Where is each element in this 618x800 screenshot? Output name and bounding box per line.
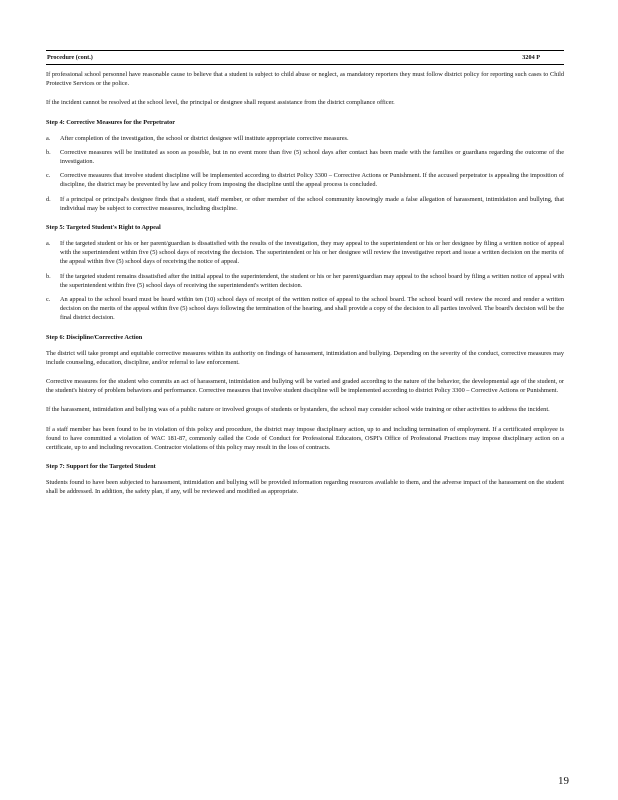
intro-paragraph-1: If professional school personnel have reasonable cause to believe that a student is subject to child abuse or neglect, as mandatory reporters they must follow district policy for reporting such cases to Child Protective Services or the police. <box>46 71 564 88</box>
step-5-heading: Step 5: Targeted Student's Right to Appeal <box>46 224 161 232</box>
item-text: After completion of the investigation, the school or district designee will institute appropriate corrective measures. <box>60 134 349 142</box>
item-label: c. <box>46 172 51 180</box>
step-7-section <box>46 462 564 496</box>
step-7-paragraph-1: Students found to have been subjected to harassment, intimidation and bullying will be provided information regarding resources available to them, and the adverse impact of the harassment on the student shall be addressed. In addition, the safety plan, if any, will be reviewed and modified as appropriate. <box>46 479 564 496</box>
step-6-paragraph-4: If a staff member has been found to be in violation of this policy and procedure, the district may impose disciplinary action, up to and including termination of employment. If a certificated employee is found to have committed a violation of WAC 181-87, commonly called the Code of Conduct for Professional Educators, OSPI's Office of Professional Practices may impose disciplinary action on a certificate, up to and including revocation. Contractor violations of this policy may result in the loss of contracts. <box>46 425 564 452</box>
item-label: a. <box>46 134 51 142</box>
page-number: 19 <box>558 775 569 787</box>
list-item <box>46 272 564 290</box>
step-6-section <box>46 333 564 453</box>
header-procedure-label: Procedure (cont.) <box>47 54 93 61</box>
item-label: b. <box>46 148 51 156</box>
step-6-paragraph-1: The district will take prompt and equitable corrective measures within its authority on findings of harassment, intimidation and bullying. Depending on the severity of the conduct, corrective measures may include counseling, education, discipline, and/or referral to law enforcement. <box>46 349 564 366</box>
item-text: Corrective measures that involve student discipline will be implemented according to district Policy 3300 – Corrective Actions or Punishment. If the accused perpetrator is appealing the imposition of discipline, the district may be prevented by law and policy from imposing the discipline until the appeal process is concluded. <box>60 172 564 189</box>
item-text: Corrective measures will be instituted as soon as possible, but in no event more than five (5) school days after contact has been made with the families or guardians regarding the outcome of the investigation. <box>60 148 564 166</box>
item-text: If a principal or principal's designee finds that a student, staff member, or other member of the school community knowingly made a false allegation of harassment, intimidation and bullying, that individual may be subject to corrective measures, including discipline. <box>60 195 564 212</box>
list-item <box>46 134 564 143</box>
step-6-paragraph-2: Corrective measures for the student who commits an act of harassment, intimidation and bullying will be varied and graded according to the nature of the behavior, the developmental age of the student, or the student's history of problem behaviors and performance. Corrective measures that involve student discipline will be implemented according to district Policy 3300 – Corrective Actions or Punishment. <box>46 378 564 395</box>
intro-paragraph-2: If the incident cannot be resolved at the school level, the principal or designee shall request assistance from the district compliance officer. <box>46 99 395 107</box>
list-item <box>46 171 564 189</box>
item-label: d. <box>46 195 51 203</box>
step-6-paragraph-3: If the harassment, intimidation and bullying was of a public nature or involved groups of students or bystanders, the school may consider school wide training or other activities to address the incident. <box>46 406 550 414</box>
list-item <box>46 195 564 213</box>
list-item <box>46 295 564 323</box>
step-6-heading: Step 6: Discipline/Corrective Action <box>46 333 143 341</box>
step-7-heading: Step 7: Support for the Targeted Student <box>46 463 156 471</box>
document-page <box>46 50 564 507</box>
list-item <box>46 239 564 267</box>
item-text: If the targeted student or his or her parent/guardian is dissatisfied with the results of the investigation, they may appeal to the superintendent or his or her designee by filing a written notice of appeal with the superintendent within five (5) school days of receiving the decision. The superintendent or his or her designee will review the investigative report and issue a written decision on the merits of the appeal within five (5) school days of receiving the notice of appeal. <box>60 240 564 266</box>
item-text: If the targeted student remains dissatisfied after the initial appeal to the superintendent, the student or his or her parent/guardian may appeal to the school board by filing a written notice of appeal with the superintendent within five (5) school days of receiving the superintendent's written decision. <box>60 272 564 289</box>
page-header <box>46 50 564 65</box>
step-4-heading: Step 4: Corrective Measures for the Perpetrator <box>46 118 176 126</box>
item-label: a. <box>46 240 51 248</box>
item-label: b. <box>46 272 51 280</box>
step-4-section <box>46 118 564 213</box>
step-5-section <box>46 223 564 323</box>
header-policy-number: 3204 P <box>522 54 540 61</box>
item-text: An appeal to the school board must be heard within ten (10) school days of receipt of the written notice of appeal to the school board. The school board will review the record and render a written decision on the merits of the appeal within five (5) school days following the termination of the hearing, and shall provide a copy of the decision to all parties involved. The board's decision will be the final district decision. <box>60 296 564 322</box>
item-label: c. <box>46 296 51 304</box>
list-item <box>46 148 564 166</box>
